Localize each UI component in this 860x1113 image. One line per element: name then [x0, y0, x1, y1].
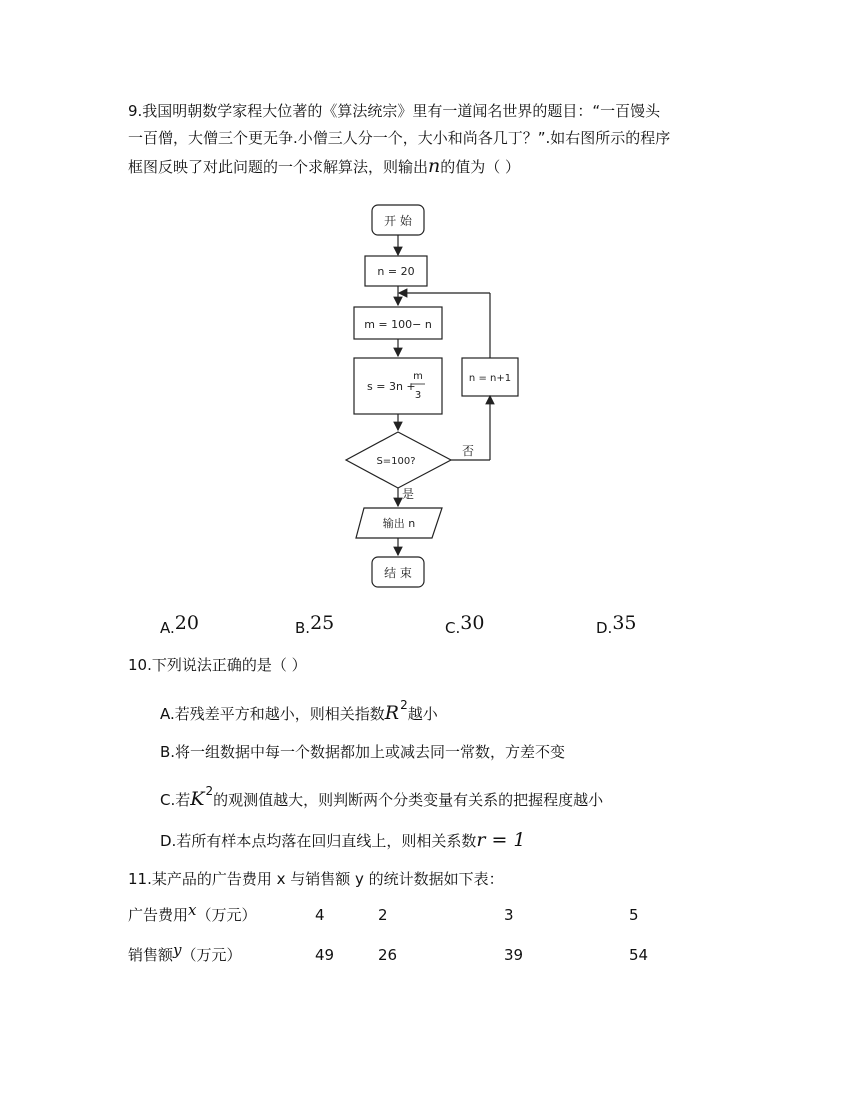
q9-line3-post: 的值为（ ） — [440, 158, 521, 176]
flow-cond-text: S=100? — [376, 456, 416, 467]
q11-stem: 11.某产品的广告费用 x 与销售额 y 的统计数据如下表： — [128, 870, 504, 888]
q10-d-math: r = 1 — [476, 829, 526, 851]
q9-option-b: B.25 — [295, 612, 335, 637]
table-cell: 5 — [629, 906, 639, 924]
q10-option-d: D.若所有样本点均落在回归直线上，则相关系数r = 1 — [160, 829, 526, 851]
flow-output-text: 输出 n — [382, 517, 416, 530]
q9-option-d: D.35 — [596, 612, 637, 637]
table-cell: 26 — [378, 946, 398, 964]
row-label-sales: 销售额y（万元） — [128, 941, 242, 964]
flow-s-num: m — [413, 371, 423, 382]
q9-line2: 一百僧，大僧三个更无争.小僧三人分一个，大小和尚各几丁？”.如右图所示的程序 — [128, 129, 671, 147]
flow-yes-label: 是 — [402, 487, 415, 501]
flow-start-text: 开 始 — [384, 214, 412, 228]
table-cell: 39 — [504, 946, 524, 964]
table-cell: 3 — [504, 906, 514, 924]
q10-option-b: B.将一组数据中每一个数据都加上或减去同一常数，方差不变 — [160, 743, 566, 761]
table-cell: 54 — [629, 946, 649, 964]
flow-no-label: 否 — [462, 444, 475, 458]
q9-line3-pre: 框图反映了对此问题的一个求解算法，则输出 — [128, 158, 429, 176]
q10-option-a: A.若残差平方和越小，则相关指数$R^2$越小 — [160, 698, 438, 724]
flow-end-text: 结 束 — [384, 566, 412, 580]
flow-init-text: n = 20 — [377, 265, 415, 278]
table-cell: 4 — [315, 906, 325, 924]
table-cell: 49 — [315, 946, 335, 964]
table-cell: 2 — [378, 906, 388, 924]
q10-stem: 10.下列说法正确的是（ ） — [128, 656, 307, 674]
q9-var-n: n — [428, 155, 441, 177]
flow-s-den: 3 — [414, 390, 422, 401]
flow-assign-m-text: m = 100− n — [364, 318, 432, 331]
q9-line1: 9.我国明朝数学家程大位著的《算法统宗》里有一道闻名世界的题目：“一百馒头 — [128, 102, 661, 120]
q10-a-var: R — [384, 702, 400, 724]
flow-s-pre: s = 3n + — [367, 380, 416, 393]
q10-c-var: K — [190, 788, 205, 810]
flow-incr-text: n = n+1 — [468, 373, 512, 384]
q9-option-a: A.20 — [160, 612, 199, 637]
q9-option-c: C.30 — [445, 612, 485, 637]
q10-option-c: C.若$K^2$的观测值越大，则判断两个分类变量有关系的把握程度越小 — [160, 784, 604, 810]
row-label-ad-cost: 广告费用x（万元） — [128, 901, 257, 924]
